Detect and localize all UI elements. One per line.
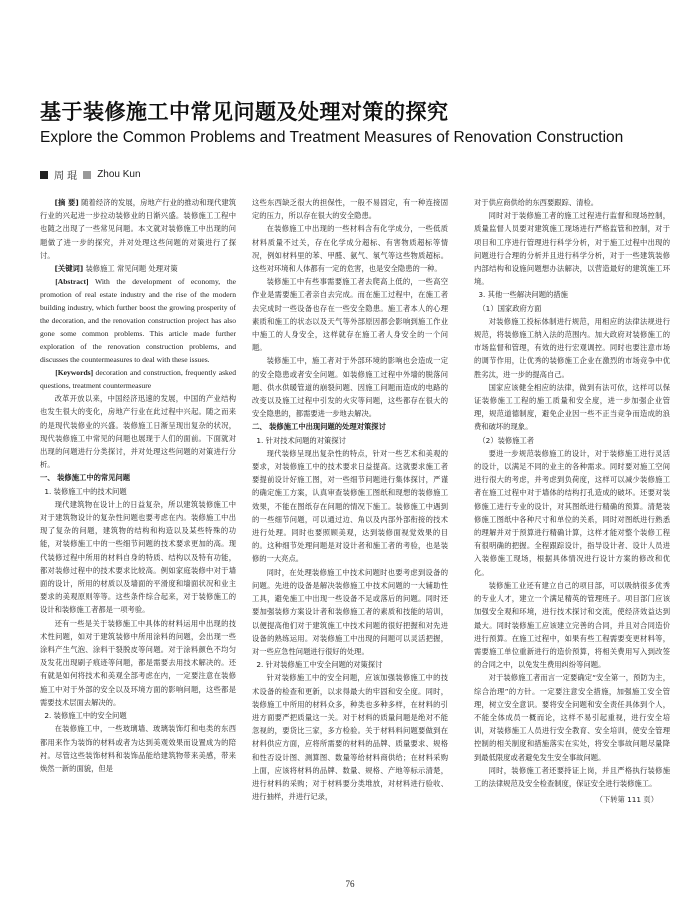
paragraph: 装修施工中有些事需要施工者去爬高上低的，一些高空作业是需要施工者亲自去完成。而在施工过程中，在施工者去完成时一些设备也存在一些安全隐患。施工者本人的心理素质和施工的状态以及天气等外部原因都会影响到施工作业中施工的人身安全，这样就存在施工者人身安全的一个问题。 <box>252 277 448 353</box>
column-3 <box>474 196 670 876</box>
abstract-en <box>40 275 236 366</box>
column-2 <box>252 196 448 876</box>
paragraph: 同时，装修施工者还要持证上岗，并且严格执行装修施工的法律规范及安全检查制度，保证安全进行装修施工。 <box>474 765 670 788</box>
column-1-body <box>40 392 236 775</box>
paragraph: 还有一些是关于装修施工中具体的材料运用中出现的技术性问题，如对于建筑装修中所用涂料的问题，会出现一些涂料产生气泡、涂料干裂脱皮等问题。对于涂料颜色不均匀及发花出现刷子痕迹等问题，都是需要去用技术解决的。还有就是如何将技术和美观全部考虑在内，一定要注意在装修施工中对于外部的安全以及环境方面的影响问题，这些都是需要技术层面去解决的。 <box>40 618 236 707</box>
paragraph: 同时对于装修施工者的施工过程进行监督和现场控制，质量监督人员要对建筑施工现场进行严格监管和控制，对于项目和工序进行管理进行科学分析，对于施工过程中出现的问题进行合理的分析并且进行科学分析，对于一些建筑装修内部结构和设施问题想办法解决，以营造最好的建筑施工环境。 <box>474 211 670 287</box>
abstract-zh-label: [摘 要] <box>54 198 79 207</box>
subsection-heading: 2. 装修施工中的安全问题 <box>44 711 127 721</box>
paragraph: 在装修施工中，一些玻璃墙、玻璃装饰灯和电类的东西都用来作为装饰的材料或者为达到美观效果而设置成为的陪衬。尽管这些装饰材料和装饰品能给建筑物带来美感，带来焕然一新的面貌，但是 <box>40 724 236 773</box>
paragraph: 在装修施工中出现的一些材料含有化学成分，一些低质材料质量不过关，存在化学成分超标、有害物质超标等情况，例如材料里的苯、甲醛、氨气、氡气等这些物质超标。这些对环境和人体都有一定的危害，也是安全隐患的一种。 <box>252 224 448 274</box>
keywords-zh-text: 装修施工 常见问题 处理对策 <box>85 264 178 274</box>
paragraph: 对于供应商供给的东西要跟踪、清检。 <box>474 198 599 207</box>
column-3-body <box>474 196 670 790</box>
abstract-en-text: With the development of economy, the promotion of real estate industry and the rise of the modern building industry, which further boost the growing prosperity of the decoration, and the renovation construction project has also gone some common problems. This article made further exploration of the renovation construction problems, and discusses the countermeasures to deal with these issues. <box>40 277 236 365</box>
paragraph: 现代建筑物在设计上的日益复杂，所以建筑装修施工中对于建筑物设计的复杂性问题也要考虑在内。装修施工中出现了复杂的问题，建筑物的结构和构造以及某些特殊的功能，对装修施工中的一些细节问题的技术要求更加的高。现代装修过程中所用的材料自身的特质、结构以及特有功能，都对装修过程中的技术要求比较高。例如家庭装修中对于墙面的设计，所用的材质以及墙面的平滑度和墙面状况和业主要求的美观原则等等。这些条件综合起来，对于装修施工的设计和装修施工者都是一项考验。 <box>40 499 236 615</box>
keywords-en-text: decoration and construction, frequently asked questions, treatment countermeasure <box>40 368 236 391</box>
paragraph: 对于装修施工者而言一定要确定“安全第一，预防为主，综合治理”的方针。一定要注意安全措施，加强施工安全管理，树立安全意识。要将安全问题和安全责任具体到个人，不能全体成员一概而论，这样不易引起重视，进行安全培训，对装修施工人员进行安全教育、安全培训，使安全管理控制的相关制度和措施落实在实处，将安全事故问题尽量降到最低限度或者避免发生安全事故问题。 <box>474 673 670 762</box>
byline <box>40 167 141 182</box>
paragraph: 现代装修呈现出复杂性的特点，针对一些艺术和美观的要求，对装修施工中的技术要求日益提高。这就要求施工者要提前设计好施工图，对一些细节问题进行集体探讨，严谨的确定施工方案，认真审查装修施工图纸和现想的装修施工效果，不能在图纸存在问题的情况下施工。装修施工中遇到的一些细节问题，可以通过边、角以及内部外部衔接的技术进行处理。同时也要照顾美观，达到装修面视觉效果的目的。这种细节处理问题是对设计者和施工者的考验，也是装修的一大亮点。 <box>252 448 448 564</box>
page-number: 76 <box>345 879 355 889</box>
paragraph: 改革开放以来，中国经济迅速的发展，中国的产业结构也发生很大的变化，房地产行业在此过程中兴起。随之而来的是现代装修业的兴盛。装修施工日渐呈现出复杂的状况，现代装修施工中常见的问题也展现于人们的面前。下面就对出现的问题进行分类探讨，并对处理这些问题的对策进行分析。 <box>40 394 236 470</box>
paragraph: 国家应该健全相应的法律，做到有法可依，这样可以保证装修施工工程的施工质量和安全度，进一步加强企业管理，规范道德制度，避免企业因一些不正当竞争而造成的浪费和破坏的现象。 <box>474 382 670 432</box>
paragraph: 对装修施工投标体制进行规范，用相应的法律法规进行规范，将装修施工纳入法的范围内。加大政府对装修施工的市场监督和管理，有效的进行宏观调控。同时也要注意市场的调节作用，让优秀的装修施工企业在激烈的市场竞争中优胜劣汰，进一步的提高自己。 <box>474 316 670 379</box>
title-zh: 基于装修施工中常见问题及处理对策的探究 <box>40 100 449 124</box>
subsection-heading: （1）国家政府方面 <box>478 303 542 313</box>
abstract-zh-text: 随着经济的发展，房地产行业的推动和现代建筑行业的兴起进一步拉动装修业的日渐兴盛。装修施工工程中也随之出现了一些常见问题。本文就对装修施工中出现的问题做了进一步的探究，并对处理这些问题的对策进行了探讨。 <box>40 198 236 260</box>
abstract-en-label: [Abstract] <box>55 277 89 287</box>
paragraph: 要进一步规范装修施工的设计，对于装修施工进行灵活的设计，以满足不同的业主的各种需求。同时要对施工空间进行很大的考虑，并考虑到负荷度，这样可以减少装修施工者在施工过程中对于墙体的结构打孔造成的破坏。还要对装修施工进行专业的设计，对其图纸进行精确的预算。清楚装修施工图纸中各种尺寸和单位的关系，同时对图纸进行熟悉的理解并对于预算进行精确计算，这样才能对整个装修工程有很明确的把握。全程跟踪设计，指导设计者、设计人员进入装修施工现场，根据具体情况进行设计方案的修改和优化。 <box>474 448 670 577</box>
subsection-heading: （2）装修施工者 <box>478 435 535 445</box>
column-1 <box>40 196 236 876</box>
paragraph: 这些东西缺乏很大的担保性，一般不易固定，有一种连接固定的压力，所以存在很大的安全隐患。 <box>252 198 448 221</box>
abstract-zh <box>40 196 236 262</box>
paragraph: 同时，在处理装修施工中技术问题时也要考虑到设备的问题。先进的设备是解决装修施工中技术问题的一大辅助性工具，避免施工中出现一些设备不足或落后的问题。同时还要加强装修方案设计者和装修施工者的素质和技能的培训，以便提高他们对于建筑施工中技术问题的很好把握和对先进设备的熟练运用。对装修施工中出现的问题可以灵活把握，对一些应急性问题进行很好的处理。 <box>252 567 448 656</box>
keywords-zh-label: [关键词] <box>54 264 84 274</box>
column-2-body <box>252 196 448 803</box>
square-bullet-icon <box>83 171 91 179</box>
title-en: Explore the Common Problems and Treatment Measures of Renovation Construction <box>40 129 624 146</box>
section-heading: 一、 装修施工中的常见问题 <box>40 473 131 483</box>
subsection-heading: 1. 针对技术问题的对策探讨 <box>256 435 346 445</box>
keywords-en <box>40 366 236 392</box>
paragraph: 针对装修施工中的安全问题，应该加强装修施工中的技术设备的检查和更新，以求得最大的牢固和安全度。同时，装修施工中所用的材料众多，种类也多种多样，在材料的引进方面要严把质量这一关。对于材料的质量问题是绝对不能忽视的，要货比三家，多方检验。关于材料料问题要做到在材料供应方面，应将所需要的材料的品牌、质量要求、规格和性否设计图、测算图、数量等给材料商供给；在材料采购上面，应该将材料的品牌、数量、规格、产地等标示清楚，进行材料的采购；对于材料要分类堆放，对材料进行验收、进行抽样，并进行记录， <box>252 673 448 802</box>
subsection-heading: 1. 装修施工中的技术问题 <box>44 486 127 496</box>
paragraph: 装修施工业还有建立自己的项目部，可以吸纳很多优秀的专业人才，建立一个满足精英的管理班子。项目部门应该加强安全观和环境，进行技术探讨和交流，使经济效益达到最大。同时装修施工应该建立完善的合同，并且对合同造价进行预算。在施工过程中，如果有些工程需要变更材料等，需要施工单位重新进行的造价预算，将相关费用写入到改签的合同之中，以免发生费用纠纷等问题。 <box>474 580 670 670</box>
paragraph: 装修施工中，施工者对于外部环境的影响也会造成一定的安全隐患或者安全问题。如装修施工过程中外墙的脱落问题、供水供暖管道的崩裂问题、因施工问题而造成的电路的改变以及施工过程中引发的火灾等问题，这些都存在很大的安全隐患的，都需要进一步地去解决。 <box>252 356 448 419</box>
continued-note: （下转第 111 页） <box>595 795 658 805</box>
author-zh: 周 琨 <box>54 171 78 182</box>
author-en: Zhou Kun <box>97 169 141 180</box>
subsection-heading: 3. 其他一些解决问题的措施 <box>478 290 568 300</box>
subsection-heading: 2. 针对装修施工中安全问题的对策探讨 <box>256 660 383 670</box>
section-heading: 二、 装修施工中出现问题的处理对策探讨 <box>252 422 386 432</box>
keywords-zh <box>40 262 236 275</box>
square-bullet-icon <box>40 171 48 179</box>
keywords-en-label: [Keywords] <box>55 368 94 378</box>
